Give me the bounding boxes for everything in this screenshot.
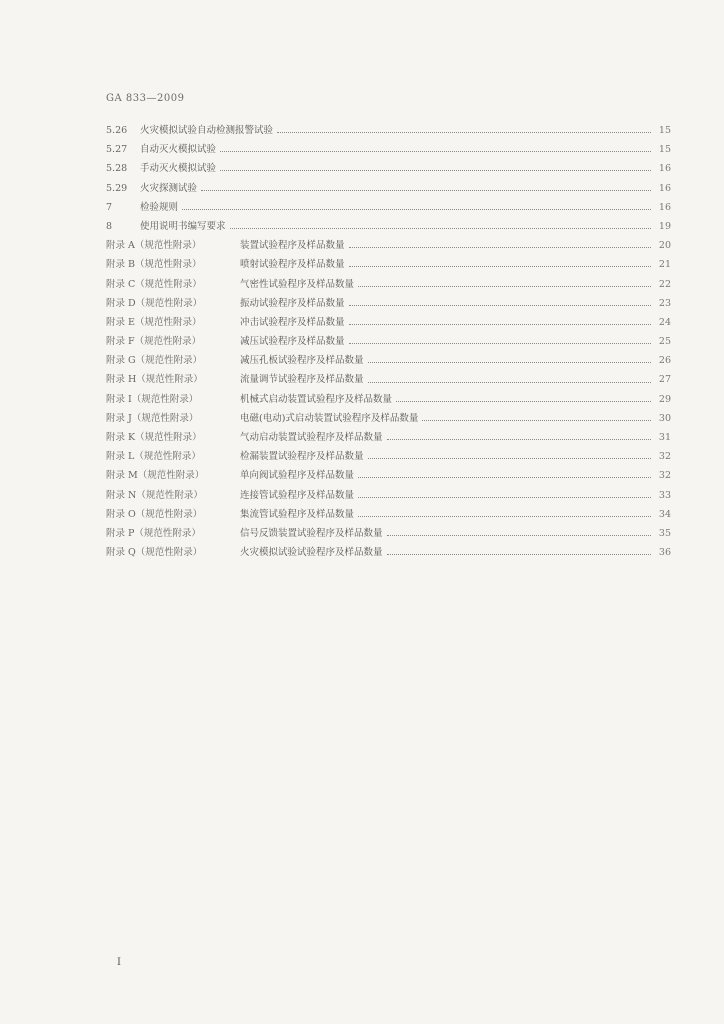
toc-appendix-label: 附录 L（规范性附录） <box>106 451 201 463</box>
dot-leader <box>220 151 651 152</box>
toc-entry <box>106 466 671 485</box>
toc-section-number: 8 <box>106 220 113 232</box>
toc-appendix-label: 附录 B（规范性附录） <box>106 259 202 271</box>
toc-entry <box>106 332 671 351</box>
toc-appendix-label: 附录 N（规范性附录） <box>106 489 203 501</box>
standard-code-header: GA 833—2009 <box>106 93 185 104</box>
toc-section-number: 5.27 <box>106 144 128 156</box>
toc-entry-title: 火灾模拟试验试验程序及样品数量 <box>240 547 383 559</box>
toc-appendix-label: 附录 K（规范性附录） <box>106 432 202 443</box>
dot-leader <box>349 247 651 248</box>
toc-entry <box>106 543 671 562</box>
toc-entry-title: 减压试验程序及样品数量 <box>240 336 345 348</box>
toc-entry-title: 火灾模拟试验自动检测报警试验 <box>140 125 274 136</box>
toc-section-number: 5.28 <box>106 163 128 175</box>
toc-appendix-label: 附录 F（规范性附录） <box>106 336 202 348</box>
toc-entry-title: 使用说明书编写要求 <box>140 220 226 232</box>
toc-appendix-label: 附录 H（规范性附录） <box>106 374 203 386</box>
toc-page-number: 16 <box>658 201 671 213</box>
toc-entry-title: 自动灭火模拟试验 <box>140 144 217 156</box>
toc-entry <box>106 294 671 313</box>
toc-entry-title: 减压孔板试验程序及样品数量 <box>240 355 364 367</box>
toc-appendix-label: 附录 P（规范性附录） <box>106 527 201 539</box>
toc-entry-title: 火灾探测试验 <box>140 182 198 194</box>
toc-entry-title: 手动灭火模拟试验 <box>140 163 217 175</box>
dot-leader <box>182 209 651 210</box>
toc-entry <box>106 524 671 543</box>
toc-entry <box>106 179 671 198</box>
toc-entry-title: 喷射试验程序及样品数量 <box>240 259 345 271</box>
dot-leader <box>358 516 651 517</box>
toc-page-number: 24 <box>658 316 671 328</box>
toc-page-number: 16 <box>658 163 671 175</box>
toc-section-number: 5.29 <box>106 182 128 194</box>
dot-leader <box>349 266 651 267</box>
toc-entry <box>106 255 671 274</box>
toc-appendix-label: 附录 O（规范性附录） <box>106 508 203 520</box>
dot-leader <box>358 477 651 478</box>
toc-appendix-label: 附录 E（规范性附录） <box>106 316 202 328</box>
toc-appendix-label: 附录 M（规范性附录） <box>106 470 205 482</box>
toc-appendix-label: 附录 I（规范性附录） <box>106 393 199 405</box>
toc-entry-title: 装置试验程序及样品数量 <box>240 240 345 252</box>
toc-page-number: 25 <box>658 336 671 348</box>
toc-appendix-label: 附录 A（规范性附录） <box>106 240 202 252</box>
toc-entry-title: 流量调节试验程序及样品数量 <box>240 374 364 386</box>
dot-leader <box>396 401 651 402</box>
toc-entry-title: 机械式启动装置试验程序及样品数量 <box>240 393 393 405</box>
toc-appendix-label: 附录 D（规范性附录） <box>106 297 203 309</box>
toc-entry-title: 振动试验程序及样品数量 <box>240 297 345 309</box>
toc-page-number: 15 <box>658 125 671 136</box>
dot-leader <box>349 324 651 325</box>
toc-page-number: 35 <box>658 527 671 539</box>
dot-leader <box>277 132 651 133</box>
toc-entry <box>106 121 671 140</box>
toc-page-number: 27 <box>658 374 671 386</box>
toc-entry-title: 检验规则 <box>140 201 179 213</box>
toc-page-number: 34 <box>658 508 671 520</box>
toc-entry <box>106 217 671 236</box>
toc-entry-title: 信号反馈装置试验程序及样品数量 <box>240 527 383 539</box>
toc-entry <box>106 505 671 524</box>
toc-appendix-label: 附录 G（规范性附录） <box>106 355 203 367</box>
toc-entry <box>106 390 671 409</box>
toc-page-number: 30 <box>658 412 671 424</box>
toc-entry-title: 气密性试验程序及样品数量 <box>240 278 355 290</box>
toc-entry <box>106 313 671 332</box>
toc-section-number: 7 <box>106 201 113 213</box>
dot-leader <box>230 228 651 229</box>
toc-page-number: 20 <box>658 240 671 252</box>
toc-page-number: 36 <box>658 547 671 559</box>
toc-page-number: 16 <box>658 182 671 194</box>
dot-leader <box>358 497 651 498</box>
toc-entry <box>106 159 671 178</box>
dot-leader <box>358 286 651 287</box>
dot-leader <box>220 170 651 171</box>
toc-entry-title: 检漏装置试验程序及样品数量 <box>240 451 364 463</box>
toc-page-number: 26 <box>658 355 671 367</box>
toc-entry-title: 连接管试验程序及样品数量 <box>240 489 355 501</box>
toc-entry-title: 气动启动装置试验程序及样品数量 <box>240 432 383 443</box>
dot-leader <box>349 343 651 344</box>
toc-page-number: 29 <box>658 393 671 405</box>
toc-entry <box>106 198 671 217</box>
dot-leader <box>368 382 651 383</box>
toc-appendix-label: 附录 C（规范性附录） <box>106 278 202 290</box>
dot-leader <box>368 458 651 459</box>
toc-entry <box>106 370 671 389</box>
toc-page-number: 23 <box>658 297 671 309</box>
toc-entry-title: 冲击试验程序及样品数量 <box>240 316 345 328</box>
dot-leader <box>349 305 651 306</box>
toc-entry <box>106 409 671 428</box>
dot-leader <box>387 439 651 440</box>
dot-leader <box>422 420 651 421</box>
toc-entry <box>106 351 671 370</box>
toc-page-number: 19 <box>658 220 671 232</box>
dot-leader <box>368 362 651 363</box>
toc-section-number: 5.26 <box>106 125 128 136</box>
toc-page-number: 22 <box>658 278 671 290</box>
dot-leader <box>387 554 651 555</box>
toc-entry <box>106 140 671 159</box>
toc-entry <box>106 236 671 255</box>
dot-leader <box>387 535 651 536</box>
toc-entry-title: 集流管试验程序及样品数量 <box>240 508 355 520</box>
toc-page-number: 15 <box>658 144 671 156</box>
toc-entry <box>106 428 671 447</box>
page-number: I <box>117 957 121 968</box>
toc-page-number: 32 <box>658 470 671 482</box>
toc-page-number: 31 <box>658 432 671 443</box>
toc-entry-title: 单向阀试验程序及样品数量 <box>240 470 355 482</box>
toc-appendix-label: 附录 Q（规范性附录） <box>106 547 203 559</box>
toc-page-number: 32 <box>658 451 671 463</box>
dot-leader <box>201 190 651 191</box>
table-of-contents <box>106 121 671 562</box>
toc-entry-title: 电磁(电动)式启动装置试验程序及样品数量 <box>240 412 419 424</box>
toc-appendix-label: 附录 J（规范性附录） <box>106 412 199 424</box>
toc-entry <box>106 447 671 466</box>
toc-page-number: 21 <box>658 259 671 271</box>
toc-entry <box>106 486 671 505</box>
toc-entry <box>106 275 671 294</box>
toc-page-number: 33 <box>658 489 671 501</box>
